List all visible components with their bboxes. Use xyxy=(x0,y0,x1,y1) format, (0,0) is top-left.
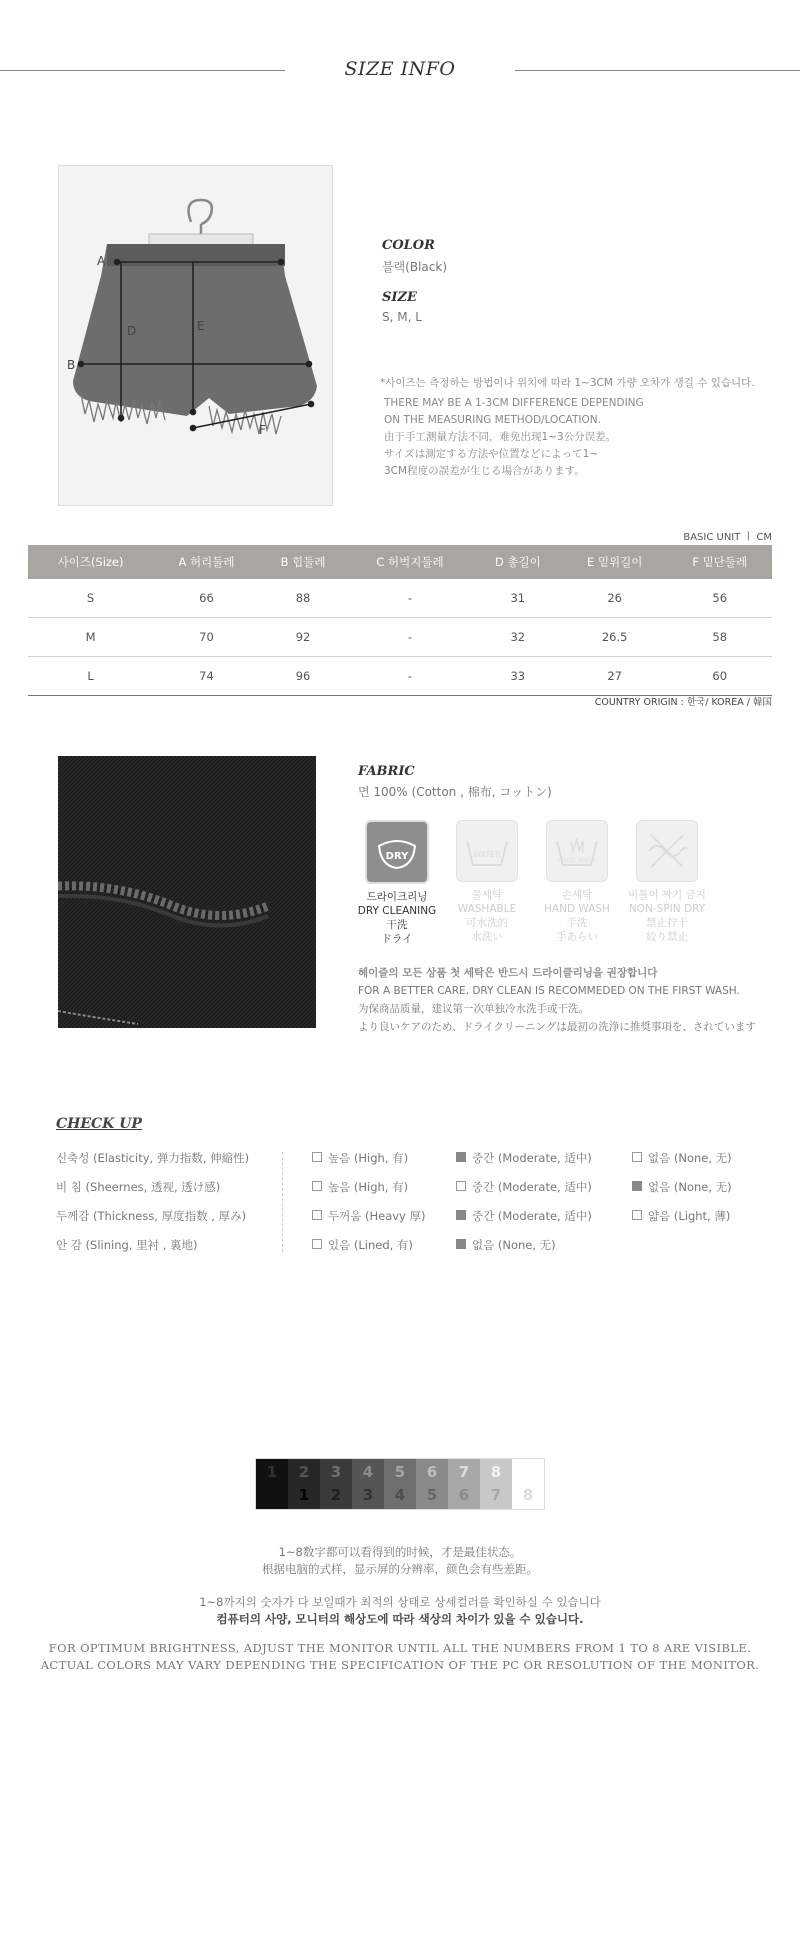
calibration-digit-top: 3 xyxy=(330,1463,342,1481)
checkup-category: 비 침 (Sheernes, 透视, 透け感) xyxy=(56,1180,221,1194)
calibration-digit-bottom: 6 xyxy=(458,1486,470,1504)
checkup-option-label: 없음 (None, 无) xyxy=(472,1238,556,1252)
care-line: 水洗い xyxy=(471,931,503,943)
calibration-digit-bottom: 8 xyxy=(522,1486,534,1504)
col-e: E 밑위길이 xyxy=(562,545,668,579)
calibration-digit-top: 8 xyxy=(490,1463,502,1481)
note-line: 由于手工测量方法不同，难免出现1~3公分误差。 xyxy=(384,431,617,443)
table-cell: 96 xyxy=(260,657,346,696)
care-icon-text: DRY xyxy=(385,851,409,862)
label-b: B xyxy=(67,358,76,372)
care-line: WASHABLE xyxy=(457,903,517,915)
checkup-category: 신축성 (Elasticity, 弹力指数, 伸縮性) xyxy=(56,1151,250,1165)
monitor-note-line: ACTUAL COLORS MAY VARY DEPENDING THE SPECIFICATION OF THE PC OR RESOLUTION OF THE MONITOR. xyxy=(40,1658,760,1672)
col-size: 사이즈(Size) xyxy=(28,545,153,579)
table-cell: - xyxy=(346,657,474,696)
checkup-option-label: 높음 (High, 有) xyxy=(328,1180,409,1194)
table-cell: S xyxy=(28,579,153,618)
checkup-option-label: 중간 (Moderate, 适中) xyxy=(472,1151,592,1165)
care-line: 드라이크리닝 xyxy=(366,891,428,903)
calibration-cell xyxy=(448,1459,480,1509)
table-cell: 26.5 xyxy=(562,618,668,657)
table-cell: 60 xyxy=(667,657,772,696)
calibration-cell xyxy=(320,1459,352,1509)
hand-wash-icon xyxy=(546,820,608,882)
care-line: HAND WASH xyxy=(544,903,610,915)
care-line: 手あらい xyxy=(556,931,598,943)
checkup-row-lining xyxy=(56,1237,756,1257)
checkbox-icon xyxy=(312,1239,322,1249)
wash-note-line: 헤이즐의 모든 상품 첫 세탁은 반드시 드라이클리닝을 권장합니다 xyxy=(358,967,658,979)
care-line: DRY CLEANING xyxy=(357,905,437,917)
calibration-cell xyxy=(384,1459,416,1509)
monitor-note-line: 1~8까지의 숫자가 다 보일때가 최적의 상태로 상세컬러를 확인하실 수 있습니다 xyxy=(199,1595,601,1609)
table-cell: 58 xyxy=(667,618,772,657)
note-line: 3CM程度の誤差が生じる場合があります。 xyxy=(384,465,585,477)
checkup-option-label: 있음 (Lined, 有) xyxy=(328,1238,413,1252)
checkup-category: 두께감 (Thickness, 厚度指数 , 厚み) xyxy=(56,1209,247,1223)
fabric-value: 면 100% (Cotton , 棉布, コットン) xyxy=(358,785,552,799)
checkup-row-sheerness xyxy=(56,1179,756,1199)
calibration-digit-top: 5 xyxy=(394,1463,406,1481)
table-cell: 92 xyxy=(260,618,346,657)
checkup-option xyxy=(312,1237,413,1253)
table-cell: 74 xyxy=(153,657,260,696)
table-cell: 27 xyxy=(562,657,668,696)
checkup-row-elasticity xyxy=(56,1150,756,1170)
table-cell: 32 xyxy=(474,618,562,657)
checkup-option xyxy=(632,1208,730,1224)
dry-clean-icon xyxy=(365,820,429,884)
note-line: ON THE MEASURING METHOD/LOCATION. xyxy=(384,414,601,426)
checkbox-icon xyxy=(456,1181,466,1191)
checkup-option-label: 없음 (None, 无) xyxy=(648,1151,732,1165)
calibration-digit-top: 6 xyxy=(426,1463,438,1481)
checkup-option-label: 중간 (Moderate, 适中) xyxy=(472,1209,592,1223)
checkbox-icon xyxy=(312,1152,322,1162)
label-e: E xyxy=(197,319,205,333)
col-f: F 밑단둘레 xyxy=(667,545,772,579)
calibration-digit-bottom: 7 xyxy=(490,1486,502,1504)
shorts-illustration xyxy=(59,166,332,505)
calibration-digit-top: 4 xyxy=(362,1463,374,1481)
calibration-digit-bottom: 2 xyxy=(330,1486,342,1504)
care-no-wring xyxy=(623,820,711,944)
care-icon-text: WATER xyxy=(473,850,501,859)
note-line: *사이즈는 측정하는 방법이나 위치에 따라 1~3CM 가량 오차가 생길 수 있습니다. xyxy=(380,377,755,389)
page-title: SIZE INFO xyxy=(344,58,456,80)
checkup-option xyxy=(456,1150,592,1166)
monitor-note-line: FOR OPTIMUM BRIGHTNESS, ADJUST THE MONITOR UNTIL ALL THE NUMBERS FROM 1 TO 8 ARE VISIBLE. xyxy=(48,1641,752,1655)
table-cell: 66 xyxy=(153,579,260,618)
care-line: ドライ xyxy=(381,933,413,945)
care-washable xyxy=(443,820,531,944)
calibration-digit-bottom: 4 xyxy=(394,1486,406,1504)
checkup-option xyxy=(312,1150,408,1166)
checkbox-icon xyxy=(632,1210,642,1220)
calibration-digit-top: 1 xyxy=(266,1463,278,1481)
monitor-note-zh xyxy=(0,1544,800,1578)
wash-note-line: FOR A BETTER CARE, DRY CLEAN IS RECOMMEDED ON THE FIRST WASH. xyxy=(358,985,740,997)
checkup-option xyxy=(632,1150,732,1166)
color-label: COLOR xyxy=(382,238,435,253)
care-line: 絞り禁止 xyxy=(646,931,688,943)
calibration-cell xyxy=(512,1459,544,1509)
wash-tub-icon xyxy=(456,820,518,882)
table-row xyxy=(28,618,772,657)
checkbox-icon xyxy=(632,1152,642,1162)
calibration-digit-top: 7 xyxy=(458,1463,470,1481)
table-row xyxy=(28,579,772,618)
wash-note-line: 为保商品质量，建议第一次单独冷水洗手或干洗。 xyxy=(358,1003,589,1015)
col-b: B 힙둘레 xyxy=(260,545,346,579)
wash-note-line: より良いケアのため、ドライクリーニングは最初の洗浄に推奨事項を、されています xyxy=(358,1021,756,1033)
note-line: THERE MAY BE A 1-3CM DIFFERENCE DEPENDING xyxy=(384,397,644,409)
table-cell: 26 xyxy=(562,579,668,618)
col-d: D 총길이 xyxy=(474,545,562,579)
label-a: A xyxy=(97,254,106,268)
label-d: D xyxy=(127,324,137,338)
care-icon-text: HAND WASH xyxy=(558,857,596,864)
checkbox-checked-icon xyxy=(456,1152,466,1162)
garment-diagram xyxy=(58,165,333,506)
color-value: 블랙(Black) xyxy=(382,260,448,274)
table-cell: M xyxy=(28,618,153,657)
checkup-option xyxy=(632,1179,732,1195)
header-rule-right xyxy=(515,70,800,71)
calibration-digit-bottom: 5 xyxy=(426,1486,438,1504)
fabric-label: FABRIC xyxy=(358,764,415,779)
checkup-option xyxy=(456,1179,592,1195)
table-cell: 31 xyxy=(474,579,562,618)
checkup-title: CHECK UP xyxy=(56,1116,142,1132)
care-dry-cleaning xyxy=(353,820,441,946)
checkbox-checked-icon xyxy=(456,1239,466,1249)
care-line: 손세탁 xyxy=(561,889,593,901)
checkup-option xyxy=(312,1208,426,1224)
table-header-row xyxy=(28,545,772,579)
checkup-category: 안 감 (Slining, 里衬 , 裏地) xyxy=(56,1238,198,1252)
checkup-option xyxy=(456,1208,592,1224)
size-label: SIZE xyxy=(382,290,417,305)
checkbox-checked-icon xyxy=(632,1181,642,1191)
care-line: 물세탁 xyxy=(471,889,503,901)
table-cell: 56 xyxy=(667,579,772,618)
monitor-calibration-strip xyxy=(255,1458,545,1510)
calibration-digit-top: 2 xyxy=(298,1463,310,1481)
header-rule-left xyxy=(0,70,285,71)
table-cell: 33 xyxy=(474,657,562,696)
basic-unit: BASIC UNIT ㅣ CM xyxy=(683,532,772,543)
care-hand-wash xyxy=(533,820,621,944)
checkbox-icon xyxy=(312,1210,322,1220)
measure-note xyxy=(380,375,755,480)
care-line: 手洗 xyxy=(566,917,588,929)
monitor-note-line: 1~8数字都可以看得到的时候，才是最佳状态。 xyxy=(278,1545,522,1559)
care-line: 비틀어 짜기 금지 xyxy=(628,889,706,901)
note-line: サイズは測定する方法や位置などによって1~ xyxy=(384,448,599,460)
checkup-option-label: 중간 (Moderate, 适中) xyxy=(472,1180,592,1194)
table-cell: L xyxy=(28,657,153,696)
calibration-cell xyxy=(416,1459,448,1509)
checkup-option xyxy=(456,1237,556,1253)
care-line: 干洗 xyxy=(386,919,408,931)
checkbox-icon xyxy=(312,1181,322,1191)
monitor-note-line: 根据电脑的式样，显示屏的分辨率，颜色会有些差距。 xyxy=(262,1562,538,1576)
col-c: C 허벅지둘레 xyxy=(346,545,474,579)
checkup-option-label: 얇음 (Light, 薄) xyxy=(648,1209,731,1223)
calibration-cell xyxy=(352,1459,384,1509)
checkup-row-thickness xyxy=(56,1208,756,1228)
size-value: S, M, L xyxy=(382,310,422,324)
calibration-digit-bottom: 3 xyxy=(362,1486,374,1504)
monitor-note-ko xyxy=(0,1594,800,1628)
calibration-cell xyxy=(288,1459,320,1509)
label-f: F xyxy=(259,423,266,437)
col-a: A 허리둘레 xyxy=(153,545,260,579)
table-row xyxy=(28,657,772,696)
checkbox-checked-icon xyxy=(456,1210,466,1220)
no-wring-icon xyxy=(636,820,698,882)
table-cell: 88 xyxy=(260,579,346,618)
checkup-option xyxy=(312,1179,408,1195)
fabric-closeup-image xyxy=(58,756,316,1028)
country-origin: COUNTRY ORIGIN : 한국/ KOREA / 韓国 xyxy=(594,697,772,708)
calibration-digit-bottom: 1 xyxy=(298,1486,310,1504)
care-line: 禁止拧干 xyxy=(646,917,688,929)
checkup-option-label: 없음 (None, 无) xyxy=(648,1180,732,1194)
care-line: 可水洗的 xyxy=(466,917,508,929)
care-line: NON-SPIN DRY xyxy=(628,903,706,915)
calibration-cell xyxy=(480,1459,512,1509)
table-cell: - xyxy=(346,618,474,657)
size-table xyxy=(28,545,772,696)
table-cell: 70 xyxy=(153,618,260,657)
checkup-option-label: 높음 (High, 有) xyxy=(328,1151,409,1165)
table-cell: - xyxy=(346,579,474,618)
wash-notes xyxy=(358,964,756,1036)
checkup-option-label: 두꺼움 (Heavy 厚) xyxy=(328,1209,426,1223)
monitor-note-en xyxy=(0,1640,800,1674)
calibration-cell xyxy=(256,1459,288,1509)
monitor-note-line: 컴퓨터의 사양, 모니터의 해상도에 따라 색상의 차이가 있을 수 있습니다. xyxy=(216,1612,584,1626)
